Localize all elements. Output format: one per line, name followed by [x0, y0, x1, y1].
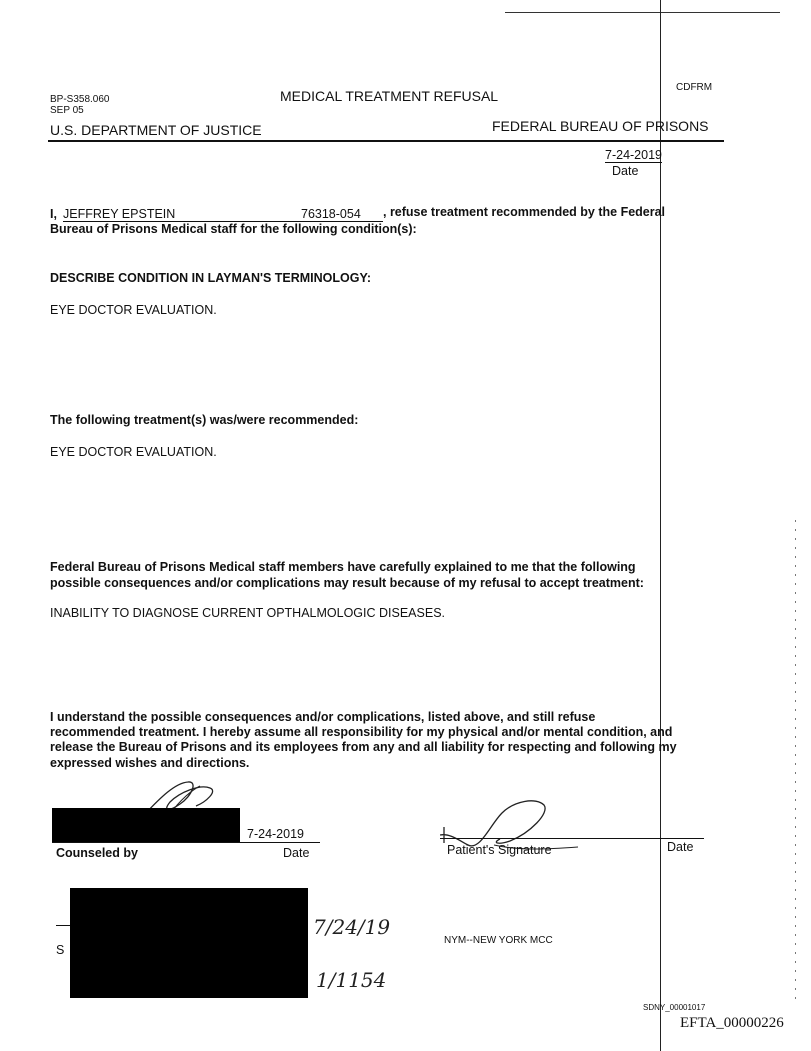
counseled-date-label: Date	[283, 846, 310, 860]
bureau-name: FEDERAL BUREAU OF PRISONS	[492, 118, 709, 134]
form-date-code: SEP 05	[50, 105, 84, 116]
lower-handwritten-date-1: 7/24/19	[313, 915, 391, 939]
acknowledgment-line-2: recommended treatment. I hereby assume all responsibility for my physical and/or mental condition, and	[50, 725, 673, 739]
counseled-date-value: 7-24-2019	[247, 827, 304, 841]
consequences-value: INABILITY TO DIAGNOSE CURRENT OPTHALMOLOGIC DISEASES.	[50, 606, 446, 620]
redaction-counselor-name	[52, 808, 240, 842]
treatment-heading: The following treatment(s) was/were recommended:	[50, 413, 359, 427]
patient-date-label: Date	[667, 840, 694, 854]
acknowledgment-line-3: release the Bureau of Prisons and its employees from any and all liability for respecting and following my	[50, 740, 677, 754]
scan-top-line	[505, 12, 780, 13]
acknowledgment-line-4: expressed wishes and directions.	[50, 756, 250, 770]
patient-reg-number: 76318-054	[295, 207, 383, 222]
form-title: MEDICAL TREATMENT REFUSAL	[280, 88, 499, 104]
consequences-line-1: Federal Bureau of Prisons Medical staff members have carefully explained to me that the following	[50, 560, 636, 574]
consequences-line-2: possible consequences and/or complications may result because of my refusal to accept treatment:	[50, 576, 644, 590]
lower-partial-letter: S	[56, 943, 65, 957]
bates-number: SDNY_00001017	[643, 1003, 706, 1012]
acknowledgment-line-1: I understand the possible consequences and/or complications, listed above, and still refuse	[50, 710, 596, 724]
header-rule	[48, 140, 724, 142]
department-name: U.S. DEPARTMENT OF JUSTICE	[50, 122, 262, 138]
patient-signature-label: Patient's Signature	[447, 843, 552, 857]
condition-heading: DESCRIBE CONDITION IN LAYMAN'S TERMINOLOGY:	[50, 271, 372, 285]
condition-value: EYE DOCTOR EVALUATION.	[50, 303, 217, 317]
treatment-value: EYE DOCTOR EVALUATION.	[50, 445, 217, 459]
patient-name: JEFFREY EPSTEIN	[63, 207, 295, 222]
header-date-value: 7-24-2019	[605, 148, 662, 162]
header-date-label: Date	[612, 164, 639, 178]
counseled-by-label: Counseled by	[56, 846, 138, 860]
lower-line	[56, 925, 70, 926]
form-code: BP-S358.060	[50, 94, 110, 105]
refusal-line-1: , refuse treatment recommended by the Federal	[383, 205, 666, 219]
scan-edge-speckle	[795, 520, 796, 1000]
form-cdfrm: CDFRM	[676, 82, 713, 93]
patient-signature-line	[440, 838, 704, 839]
refusal-prefix: I,	[50, 207, 57, 221]
counselor-line	[52, 842, 320, 843]
refusal-line-2: Bureau of Prisons Medical staff for the following condition(s):	[50, 222, 417, 236]
institution-name: NYM--NEW YORK MCC	[444, 935, 553, 946]
redaction-lower-block	[70, 888, 308, 998]
efta-number: EFTA_00000226	[680, 1015, 784, 1031]
lower-handwritten-date-2: 1/1154	[316, 968, 387, 992]
